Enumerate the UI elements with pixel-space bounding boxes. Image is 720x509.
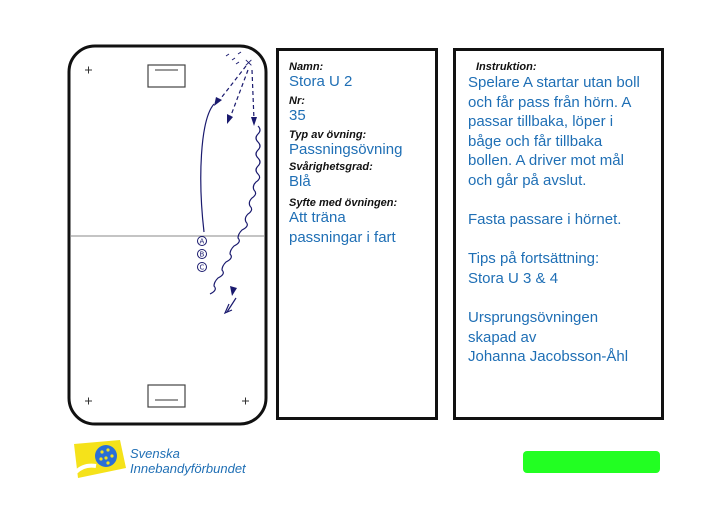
purpose-value-line1: Att träna [289, 209, 346, 226]
fixed-passers-note: Fasta passare i hörnet. [468, 211, 622, 229]
origin-author: Johanna Jacobsson-Åhl [468, 348, 629, 366]
player-b: B [199, 250, 205, 259]
type-label: Typ av övning: [289, 129, 367, 141]
purpose-value-line2: passningar i fart [289, 229, 396, 246]
floorball-logo-icon [70, 438, 130, 482]
rink-boundary [69, 46, 266, 424]
origin-line: skapad av [468, 328, 537, 346]
purpose-label: Syfte med övningen: [289, 197, 398, 209]
tips-value: Stora U 3 & 4 [468, 269, 559, 287]
green-button[interactable] [523, 451, 660, 473]
instruction-line: passar tillbaka, löper i [468, 113, 614, 131]
origin-line: Ursprungsövningen [468, 309, 599, 327]
rink-diagram [0, 0, 270, 430]
info-panel [276, 48, 438, 420]
instruction-line: och går på avslut. [468, 171, 587, 189]
svg-text:×: × [244, 56, 254, 69]
federation-logo [70, 438, 290, 484]
tips-label: Tips på fortsättning: [468, 250, 600, 268]
players [198, 237, 207, 272]
instruction-line: båge och får tillbaka [468, 132, 603, 150]
difficulty-value: Blå [289, 173, 311, 190]
bottom-goal [148, 385, 185, 407]
difficulty-label: Svårighetsgrad: [289, 161, 373, 173]
instruction-line: Spelare A startar utan boll [468, 74, 640, 91]
instruction-panel [453, 48, 664, 420]
logo-line1: Svenska [130, 446, 180, 461]
player-c: C [199, 263, 205, 272]
instruction-line: bollen. A driver mot mål [468, 152, 624, 170]
logo-line2: Innebandyförbundet [130, 461, 246, 476]
instruction-line: och får pass från hörn. A [468, 93, 632, 111]
nr-label: Nr: [289, 95, 305, 107]
top-goal [148, 65, 185, 87]
name-value: Stora U 2 [289, 73, 353, 90]
type-value: Passningsövning [289, 141, 403, 158]
instruction-text [468, 73, 649, 367]
instruction-label: Instruktion: [476, 61, 537, 73]
name-label: Namn: [289, 61, 324, 73]
player-a: A [199, 237, 205, 246]
nr-value: 35 [289, 107, 306, 124]
